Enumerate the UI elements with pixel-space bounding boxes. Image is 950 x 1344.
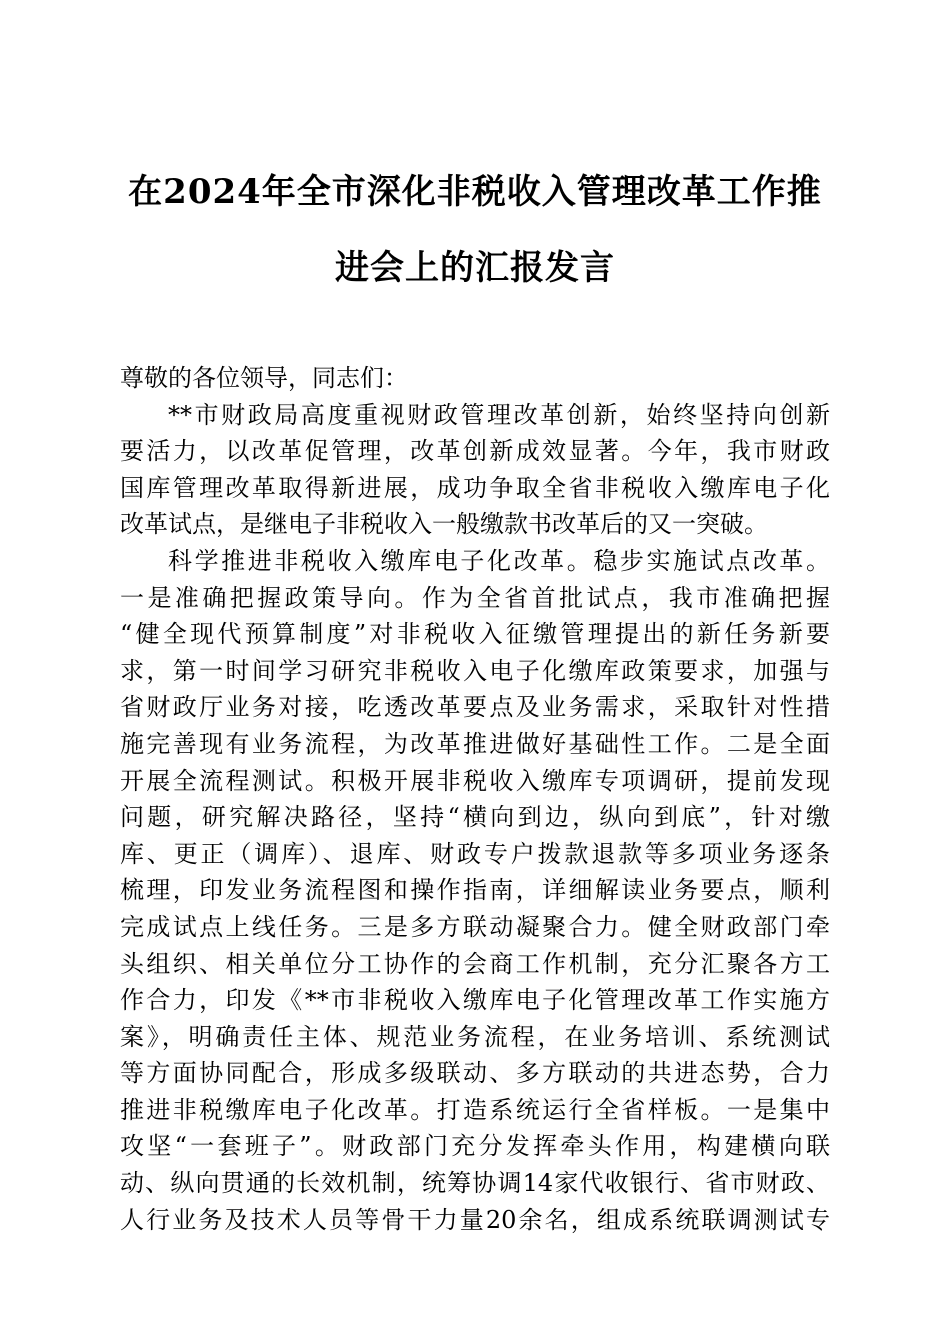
paragraph-2-line: 求，第一时间学习研究非税收入电子化缴库政策要求，加强与 bbox=[120, 656, 830, 685]
paragraph-2-line: 推进非税缴库电子化改革。打造系统运行全省样板。一是集中 bbox=[120, 1095, 830, 1124]
paragraph-2-line: 作合力，印发《**市非税收入缴库电子化管理改革工作实施方 bbox=[120, 986, 830, 1015]
greeting: 尊敬的各位领导，同志们： bbox=[120, 364, 408, 392]
paragraph-2-line: 案》，明确责任主体、规范业务流程，在业务培训、系统测试 bbox=[120, 1022, 830, 1051]
paragraph-2-line: 头组织、相关单位分工协作的会商工作机制，充分汇聚各方工 bbox=[120, 949, 830, 978]
document-body bbox=[120, 360, 830, 1238]
paragraph-1-line: 改革试点，是继电子非税收入一般缴款书改革后的又一突破。 bbox=[120, 510, 768, 539]
paragraph-2-line: 问题，研究解决路径，坚持“横向到边，纵向到底”，针对缴 bbox=[120, 803, 830, 832]
paragraph-1-line: 要活力，以改革促管理，改革创新成效显著。今年，我市财政 bbox=[120, 437, 830, 466]
paragraph-2-line: 梳理，印发业务流程图和操作指南，详细解读业务要点，顺利 bbox=[120, 876, 830, 905]
paragraph-2-line: 库、更正（调库）、退库、财政专户拨款退款等多项业务逐条 bbox=[120, 839, 830, 868]
paragraph-2-line: 施完善现有业务流程，为改革推进做好基础性工作。二是全面 bbox=[120, 729, 830, 758]
paragraph-1-line: **市财政局高度重视财政管理改革创新，始终坚持向创新 bbox=[168, 400, 830, 429]
paragraph-2-line: 等方面协同配合，形成多级联动、多方联动的共进态势，合力 bbox=[120, 1059, 830, 1088]
paragraph-2-line: 完成试点上线任务。三是多方联动凝聚合力。健全财政部门牵 bbox=[120, 912, 830, 941]
paragraph-2-line: 科学推进非税收入缴库电子化改革。稳步实施试点改革。 bbox=[168, 546, 830, 575]
paragraph-2-line: 开展全流程测试。积极开展非税收入缴库专项调研，提前发现 bbox=[120, 766, 830, 795]
paragraph-2-line: 人行业务及技术人员等骨干力量20余名，组成系统联调测试专 bbox=[120, 1205, 830, 1234]
paragraph-2-line: 攻坚“一套班子”。财政部门充分发挥牵头作用，构建横向联 bbox=[120, 1132, 830, 1161]
paragraph-2-line: 一是准确把握政策导向。作为全省首批试点，我市准确把握 bbox=[120, 583, 830, 612]
paragraph-1-line: 国库管理改革取得新进展，成功争取全省非税收入缴库电子化 bbox=[120, 473, 830, 502]
paragraph-2-line: 省财政厅业务对接，吃透改革要点及业务需求，采取针对性措 bbox=[120, 693, 830, 722]
document-title-line-2: 进会上的汇报发言 bbox=[335, 248, 615, 288]
document-title-line-1: 在2024年全市深化非税收入管理改革工作推 bbox=[128, 172, 822, 212]
paragraph-2-line: 动、纵向贯通的长效机制，统筹协调14家代收银行、省市财政、 bbox=[120, 1169, 830, 1198]
paragraph-2-line: “健全现代预算制度”对非税收入征缴管理提出的新任务新要 bbox=[120, 620, 830, 649]
